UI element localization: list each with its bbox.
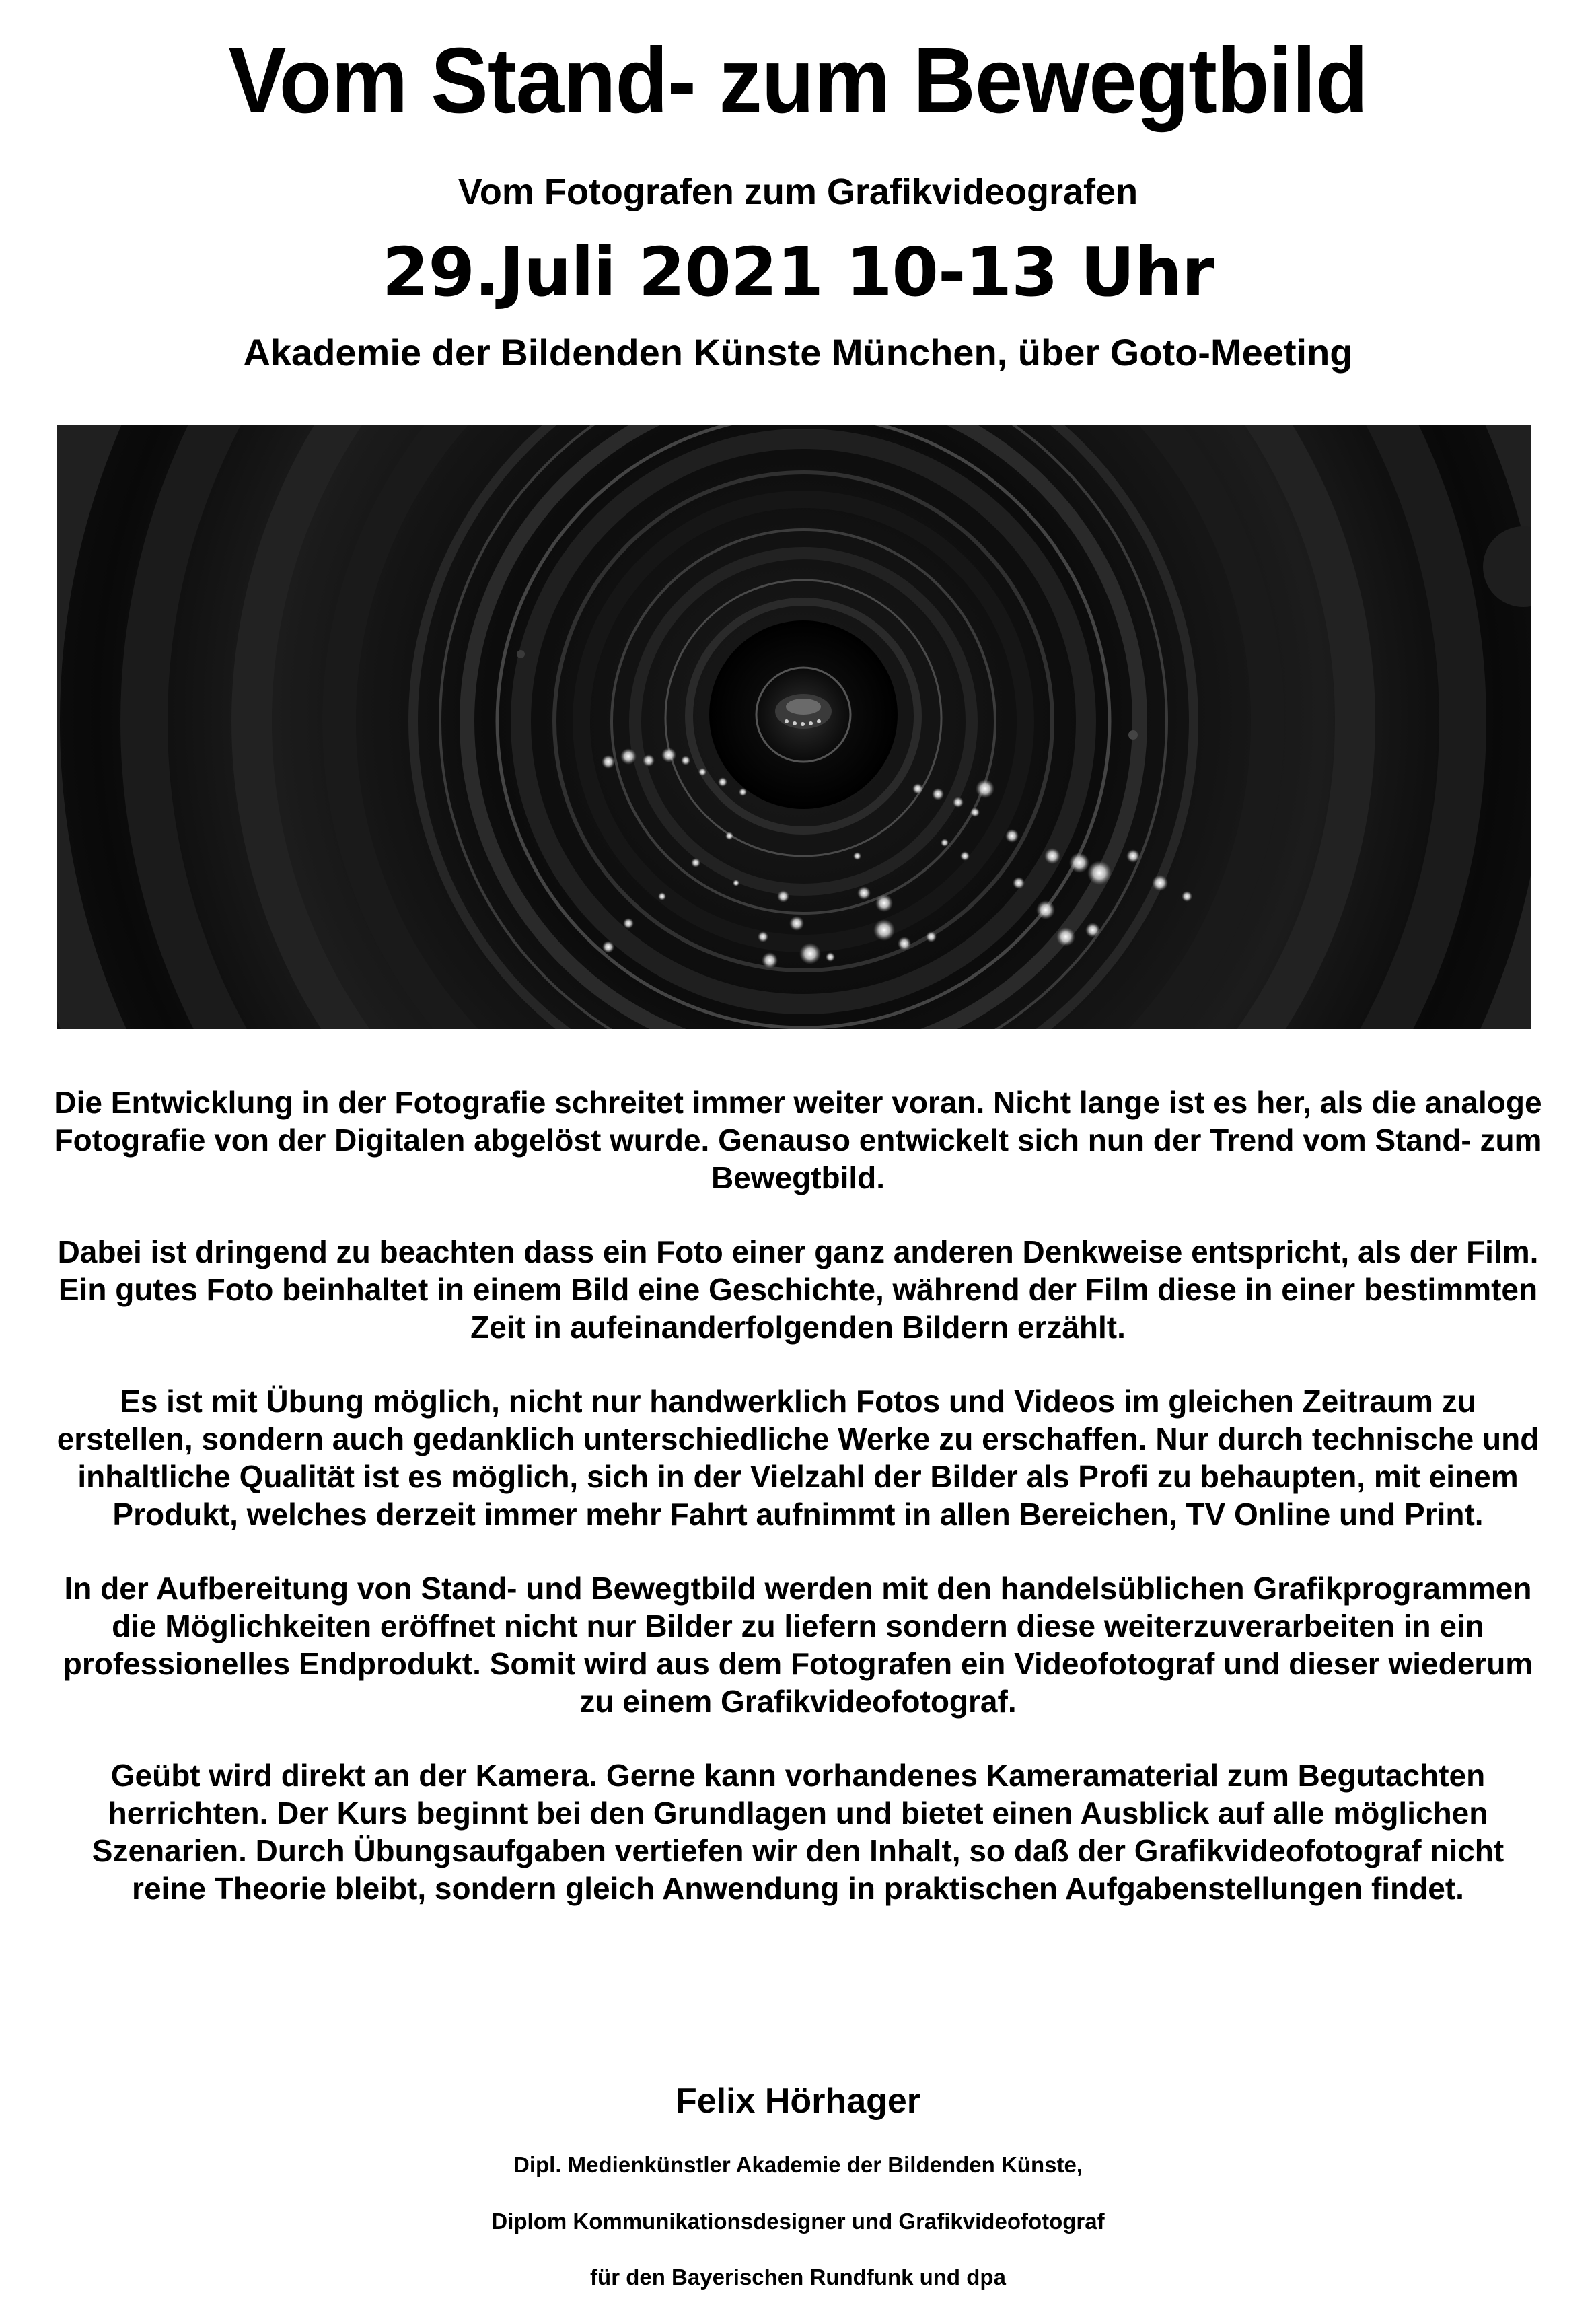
- paragraph-2: Dabei ist dringend zu beachten dass ein Foto einer ganz anderen Denkweise entspricht, als der Film. Ein gutes Foto beinhaltet in einem Bild eine Geschichte, während der Film diese in einer bestimmten Zeit in aufeinanderfolgenden Bildern erzählt.: [57, 1234, 1539, 1345]
- author-credential-2: Diplom Kommunikationsdesigner und Grafikvideofotograf: [491, 2209, 1105, 2234]
- author-credential-1: Dipl. Medienkünstler Akademie der Bildenden Künste,: [513, 2152, 1083, 2177]
- author-credential-3: für den Bayerischen Rundfunk und dpa: [590, 2265, 1006, 2290]
- event-venue: Akademie der Bildenden Künste München, über Goto-Meeting: [243, 331, 1353, 374]
- camera-lens-photo: [57, 425, 1531, 1029]
- page-subtitle: Vom Fotografen zum Grafikvideografen: [458, 172, 1138, 212]
- description: [54, 1084, 1542, 1944]
- page-title: Vom Stand- zum Bewegtbild: [228, 29, 1368, 133]
- paragraph-4: In der Aufbereitung von Stand- und Bewegtbild werden mit den handelsüblichen Grafikprogrammen die Möglichkeiten eröffnet nicht nur Bilder zu liefern sondern diese weiterzuverarbeiten in ein professionelles Endprodukt. Somit wird aus dem Fotografen ein Videofotograf und dieser wiederum zu einem Grafikvideofotograf.: [63, 1571, 1533, 1719]
- paragraph-5: Geübt wird direkt an der Kamera. Gerne kann vorhandenes Kameramaterial zum Begutachten herrichten. Der Kurs beginnt bei den Grundlagen und bietet einen Ausblick auf alle möglichen Szenarien. Durch Übungsaufgaben vertiefen wir den Inhalt, so daß der Grafikvideofotograf nicht reine Theorie bleibt, sondern gleich Anwendung in praktischen Aufgabenstellungen findet.: [92, 1758, 1504, 1906]
- event-date-time: 29.Juli 2021 10-13 Uhr: [382, 233, 1214, 312]
- author-name: Felix Hörhager: [675, 2082, 921, 2121]
- paragraph-3: Es ist mit Übung möglich, nicht nur handwerklich Fotos und Videos im gleichen Zeitraum zu erstellen, sondern auch gedanklich unterschiedliche Werke zu erschaffen. Nur durch technische und inhaltliche Qualität ist es möglich, sich in der Vielzahl der Bilder als Profi zu behaupten, mit einem Produkt, welches derzeit immer mehr Fahrt aufnimmt in allen Bereichen, TV Online und Print.: [57, 1384, 1539, 1532]
- paragraph-1: Die Entwicklung in der Fotografie schreitet immer weiter voran. Nicht lange ist es her, als die analoge Fotografie von der Digitalen abgelöst wurde. Genauso entwickelt sich nun der Trend vom Stand- zum Bewegtbild.: [54, 1085, 1542, 1195]
- camera-lens-icon: [57, 425, 1531, 1029]
